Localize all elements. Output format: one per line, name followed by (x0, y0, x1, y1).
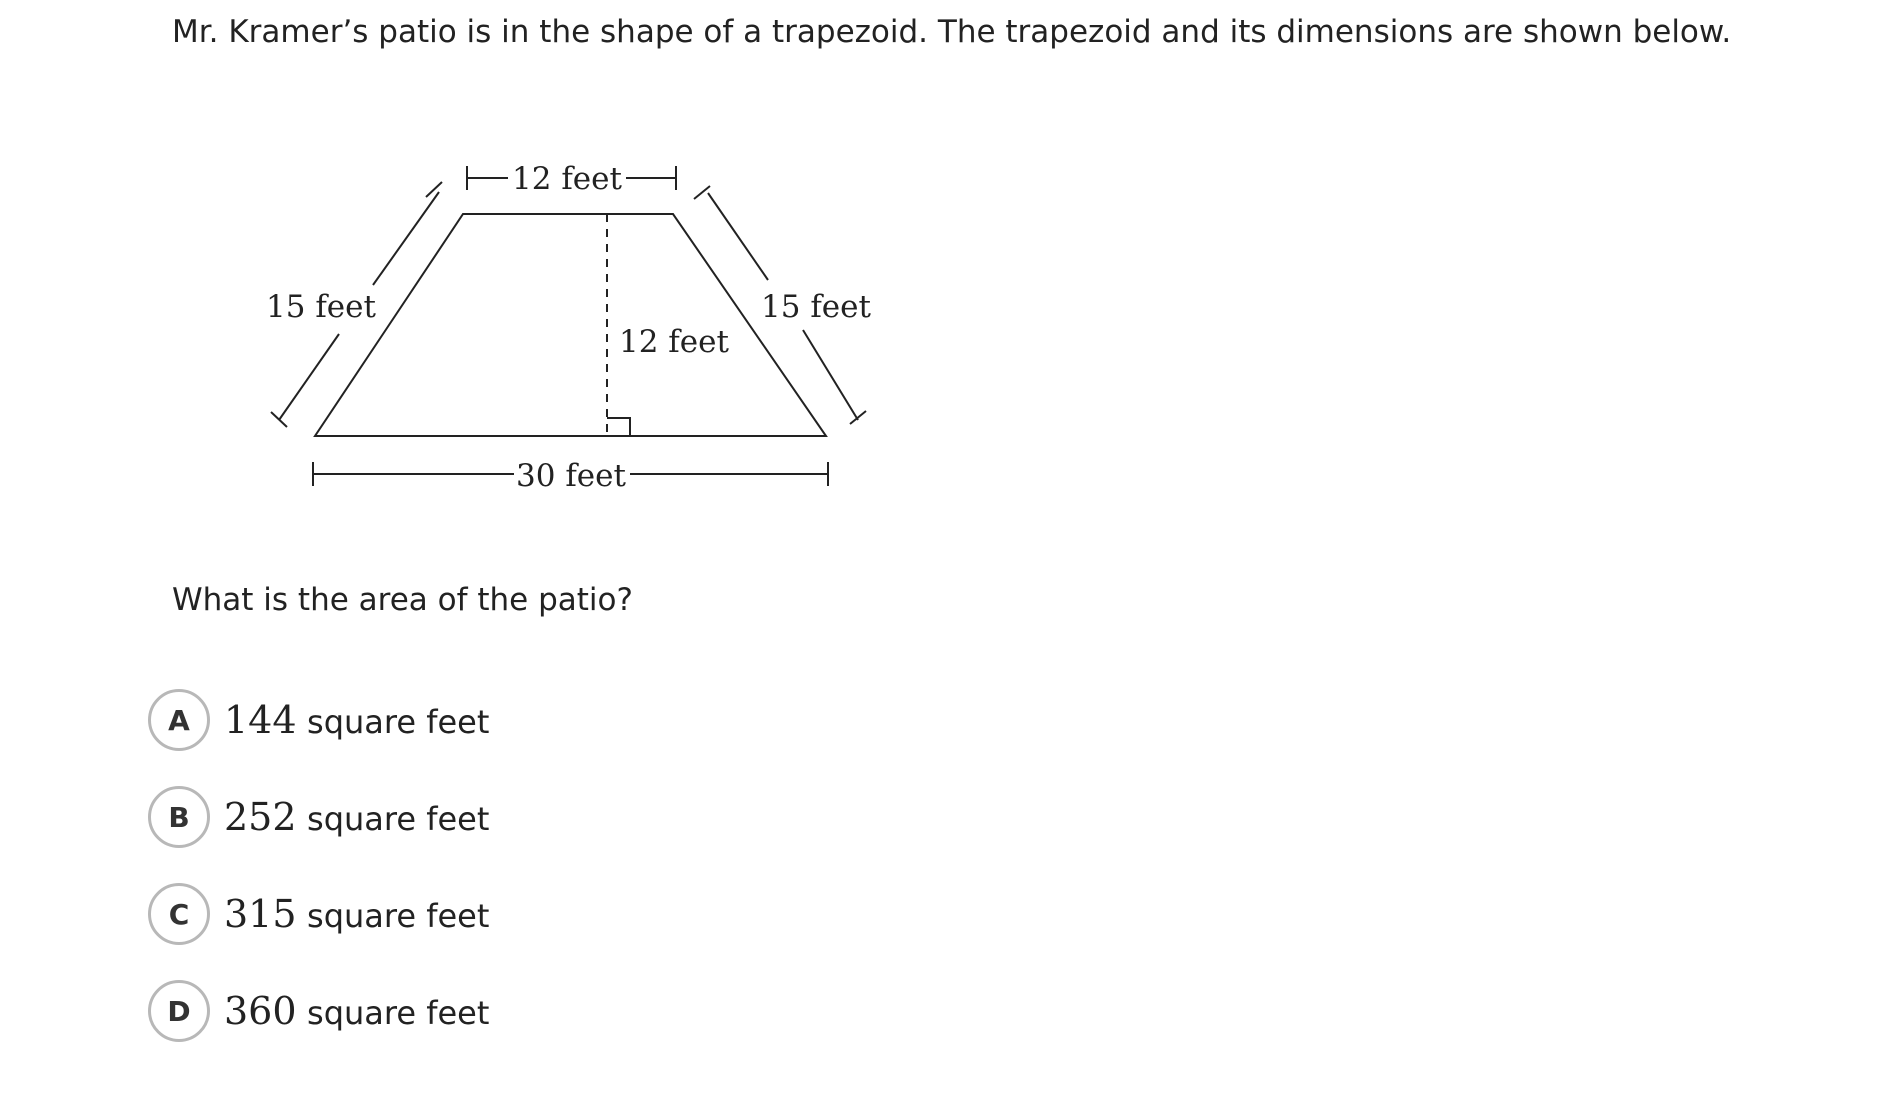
answer-choices (148, 686, 489, 1074)
bottom-base-label: 30 feet (516, 458, 626, 494)
question-text: Mr. Kramer’s patio is in the shape of a trapezoid. The trapezoid and its dimensions are shown below. (172, 14, 1732, 50)
choice-d[interactable] (148, 977, 489, 1045)
choice-letter-badge[interactable]: D (148, 980, 210, 1042)
choice-text (224, 795, 489, 839)
choice-a[interactable] (148, 686, 489, 754)
choice-unit: square feet (307, 994, 490, 1032)
choice-number: 360 (224, 989, 297, 1033)
choice-letter-badge[interactable]: A (148, 689, 210, 751)
choice-text (224, 989, 489, 1033)
trapezoid-shape (315, 214, 826, 436)
choice-number: 144 (224, 698, 297, 742)
choice-unit: square feet (307, 703, 490, 741)
choice-text (224, 698, 489, 742)
top-base-label: 12 feet (512, 161, 622, 197)
height-label: 12 feet (619, 324, 729, 360)
choice-unit: square feet (307, 897, 490, 935)
choice-unit: square feet (307, 800, 490, 838)
choice-b[interactable] (148, 783, 489, 851)
left-side-label: 15 feet (266, 289, 376, 325)
choice-letter-badge[interactable]: B (148, 786, 210, 848)
right-side-label: 15 feet (761, 289, 871, 325)
choice-c[interactable] (148, 880, 489, 948)
choice-text (224, 892, 489, 936)
choice-letter-badge[interactable]: C (148, 883, 210, 945)
choice-number: 252 (224, 795, 297, 839)
right-angle-marker (607, 418, 630, 436)
choice-number: 315 (224, 892, 297, 936)
question-prompt: What is the area of the patio? (172, 582, 633, 618)
